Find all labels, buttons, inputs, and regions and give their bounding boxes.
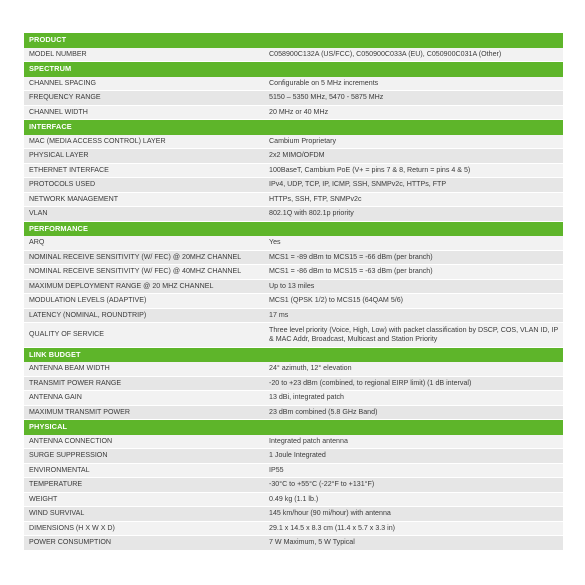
spec-row bbox=[24, 507, 563, 522]
spec-value bbox=[264, 135, 563, 149]
spec-row bbox=[24, 265, 563, 280]
spec-value bbox=[264, 323, 563, 347]
spec-row bbox=[24, 149, 563, 164]
spec-label-text: PHYSICAL LAYER bbox=[29, 151, 89, 160]
section-header-interface: INTERFACE bbox=[24, 120, 563, 135]
spec-value bbox=[264, 294, 563, 308]
spec-value bbox=[264, 164, 563, 178]
spec-label-text: VLAN bbox=[29, 209, 48, 218]
spec-value bbox=[264, 178, 563, 192]
spec-label bbox=[24, 478, 264, 492]
spec-label-text: ENVIRONMENTAL bbox=[29, 465, 90, 474]
spec-label-text: ETHERNET INTERFACE bbox=[29, 165, 109, 174]
spec-value-text: Yes bbox=[269, 238, 281, 247]
spec-sheet-table bbox=[24, 33, 563, 551]
spec-value bbox=[264, 406, 563, 420]
spec-label-text: QUALITY OF SERVICE bbox=[29, 330, 105, 339]
spec-label-text: ANTENNA BEAM WIDTH bbox=[29, 364, 110, 373]
spec-value-text: Up to 13 miles bbox=[269, 281, 315, 290]
spec-label-text: MAC (MEDIA ACCESS CONTROL) LAYER bbox=[29, 136, 166, 145]
spec-row bbox=[24, 323, 563, 348]
spec-value-text: 17 ms bbox=[269, 310, 289, 319]
spec-row bbox=[24, 91, 563, 106]
spec-label-text: NETWORK MANAGEMENT bbox=[29, 194, 119, 203]
spec-value-text: MCS1 = -86 dBm to MCS15 = -63 dBm (per branch) bbox=[269, 267, 433, 276]
spec-value-text: 23 dBm combined (5.8 GHz Band) bbox=[269, 407, 378, 416]
spec-value-text: 145 km/hour (90 mi/hour) with antenna bbox=[269, 509, 391, 518]
spec-row bbox=[24, 251, 563, 266]
spec-label bbox=[24, 106, 264, 120]
spec-value-text: MCS1 (QPSK 1/2) to MCS15 (64QAM 5/6) bbox=[269, 296, 404, 305]
spec-row bbox=[24, 449, 563, 464]
spec-value-text: Integrated patch antenna bbox=[269, 436, 348, 445]
spec-value-text: IP55 bbox=[269, 465, 284, 474]
spec-label-text: CHANNEL WIDTH bbox=[29, 107, 88, 116]
spec-label bbox=[24, 406, 264, 420]
spec-label-text: LATENCY (NOMINAL, ROUNDTRIP) bbox=[29, 310, 147, 319]
spec-row bbox=[24, 522, 563, 537]
spec-label bbox=[24, 149, 264, 163]
spec-label-text: POWER CONSUMPTION bbox=[29, 538, 111, 547]
spec-row bbox=[24, 377, 563, 392]
spec-label bbox=[24, 251, 264, 265]
spec-label-text: PROTOCOLS USED bbox=[29, 180, 96, 189]
spec-row bbox=[24, 193, 563, 208]
spec-value-text: 24° azimuth, 12° elevation bbox=[269, 364, 352, 373]
spec-label-text: ARQ bbox=[29, 238, 45, 247]
spec-value-text: 29.1 x 14.5 x 8.3 cm (11.4 x 5.7 x 3.3 in) bbox=[269, 523, 396, 532]
section-header-link-budget: LINK BUDGET bbox=[24, 348, 563, 363]
spec-value bbox=[264, 449, 563, 463]
spec-label-text: TEMPERATURE bbox=[29, 480, 83, 489]
spec-label bbox=[24, 507, 264, 521]
spec-label bbox=[24, 193, 264, 207]
spec-label bbox=[24, 464, 264, 478]
spec-value bbox=[264, 522, 563, 536]
spec-label bbox=[24, 377, 264, 391]
spec-value-text: 1 Joule Integrated bbox=[269, 451, 326, 460]
spec-value bbox=[264, 309, 563, 323]
spec-value bbox=[264, 251, 563, 265]
spec-row bbox=[24, 478, 563, 493]
spec-value bbox=[264, 207, 563, 221]
spec-label bbox=[24, 449, 264, 463]
section-header-product: PRODUCT bbox=[24, 33, 563, 48]
spec-label-text: DIMENSIONS (H X W X D) bbox=[29, 523, 115, 532]
spec-row bbox=[24, 536, 563, 551]
spec-value bbox=[264, 106, 563, 120]
spec-row bbox=[24, 207, 563, 222]
spec-label-text: TRANSMIT POWER RANGE bbox=[29, 378, 122, 387]
spec-label bbox=[24, 493, 264, 507]
spec-label bbox=[24, 77, 264, 91]
spec-label-text: WEIGHT bbox=[29, 494, 58, 503]
spec-value-text: Three level priority (Voice, High, Low) with packet classification by DSCP, COS, VLAN ID, IP & MAC Addr, Broadcast, Multicast and Station Priority bbox=[269, 325, 559, 343]
spec-value bbox=[264, 280, 563, 294]
spec-value bbox=[264, 77, 563, 91]
spec-label-text: MODEL NUMBER bbox=[29, 49, 87, 58]
spec-label bbox=[24, 280, 264, 294]
spec-row bbox=[24, 164, 563, 179]
spec-row bbox=[24, 294, 563, 309]
spec-label-text: SURGE SUPPRESSION bbox=[29, 451, 108, 460]
spec-value bbox=[264, 48, 563, 62]
spec-row bbox=[24, 435, 563, 450]
spec-label bbox=[24, 164, 264, 178]
spec-label-text: MODULATION LEVELS (ADAPTIVE) bbox=[29, 296, 147, 305]
spec-value-text: -20 to +23 dBm (combined, to regional EIRP limit) (1 dB interval) bbox=[269, 378, 472, 387]
spec-label bbox=[24, 435, 264, 449]
spec-value-text: 5150 – 5350 MHz, 5470 - 5875 MHz bbox=[269, 93, 384, 102]
spec-row bbox=[24, 362, 563, 377]
spec-label bbox=[24, 522, 264, 536]
section-header-physical: PHYSICAL bbox=[24, 420, 563, 435]
spec-value bbox=[264, 507, 563, 521]
spec-row bbox=[24, 135, 563, 150]
spec-row bbox=[24, 48, 563, 63]
spec-row bbox=[24, 178, 563, 193]
spec-row bbox=[24, 280, 563, 295]
spec-label bbox=[24, 362, 264, 376]
spec-value bbox=[264, 91, 563, 105]
spec-label bbox=[24, 207, 264, 221]
spec-label-text: MAXIMUM TRANSMIT POWER bbox=[29, 407, 131, 416]
spec-value bbox=[264, 265, 563, 279]
spec-label bbox=[24, 323, 264, 347]
spec-row bbox=[24, 464, 563, 479]
spec-value bbox=[264, 478, 563, 492]
section-header-performance: PERFORMANCE bbox=[24, 222, 563, 237]
spec-label-text: MAXIMUM DEPLOYMENT RANGE @ 20 MHZ CHANNEL bbox=[29, 281, 214, 290]
spec-value-text: Configurable on 5 MHz increments bbox=[269, 78, 379, 87]
spec-value bbox=[264, 391, 563, 405]
section-header-spectrum: SPECTRUM bbox=[24, 62, 563, 77]
spec-value-text: 100BaseT, Cambium PoE (V+ = pins 7 & 8, Return = pins 4 & 5) bbox=[269, 165, 471, 174]
spec-label bbox=[24, 135, 264, 149]
spec-row bbox=[24, 106, 563, 121]
spec-value-text: IPv4, UDP, TCP, IP, ICMP, SSH, SNMPv2c, HTTPs, FTP bbox=[269, 180, 447, 189]
spec-label-text: CHANNEL SPACING bbox=[29, 78, 97, 87]
spec-value bbox=[264, 377, 563, 391]
spec-value-text: MCS1 = -89 dBm to MCS15 = -66 dBm (per branch) bbox=[269, 252, 433, 261]
spec-label bbox=[24, 236, 264, 250]
spec-value-text: 7 W Maximum, 5 W Typical bbox=[269, 538, 355, 547]
spec-value bbox=[264, 435, 563, 449]
spec-label bbox=[24, 391, 264, 405]
spec-value-text: 13 dBi, integrated patch bbox=[269, 393, 344, 402]
spec-value-text: 802.1Q with 802.1p priority bbox=[269, 209, 354, 218]
spec-label bbox=[24, 294, 264, 308]
spec-row bbox=[24, 493, 563, 508]
spec-label bbox=[24, 91, 264, 105]
spec-value-text: Cambium Proprietary bbox=[269, 136, 337, 145]
spec-value-text: 0.49 kg (1.1 lb.) bbox=[269, 494, 319, 503]
spec-label bbox=[24, 265, 264, 279]
spec-value-text: C058900C132A (US/FCC), C050900C033A (EU), C050900C031A (Other) bbox=[269, 49, 502, 58]
spec-value-text: HTTPs, SSH, FTP, SNMPv2c bbox=[269, 194, 362, 203]
spec-value-text: 2x2 MIMO/OFDM bbox=[269, 151, 325, 160]
spec-value bbox=[264, 149, 563, 163]
spec-value bbox=[264, 362, 563, 376]
spec-row bbox=[24, 77, 563, 92]
spec-row bbox=[24, 309, 563, 324]
spec-value bbox=[264, 464, 563, 478]
spec-label bbox=[24, 309, 264, 323]
spec-label-text: ANTENNA GAIN bbox=[29, 393, 82, 402]
spec-value bbox=[264, 193, 563, 207]
spec-value bbox=[264, 536, 563, 550]
spec-row bbox=[24, 391, 563, 406]
spec-label-text: WIND SURVIVAL bbox=[29, 509, 85, 518]
spec-row bbox=[24, 236, 563, 251]
spec-label-text: NOMINAL RECEIVE SENSITIVITY (W/ FEC) @ 20MHZ CHANNEL bbox=[29, 252, 242, 261]
spec-label bbox=[24, 178, 264, 192]
spec-value-text: 20 MHz or 40 MHz bbox=[269, 107, 329, 116]
spec-row bbox=[24, 406, 563, 421]
spec-value bbox=[264, 236, 563, 250]
spec-label-text: FREQUENCY RANGE bbox=[29, 93, 101, 102]
spec-label bbox=[24, 48, 264, 62]
spec-label-text: ANTENNA CONNECTION bbox=[29, 436, 113, 445]
spec-label bbox=[24, 536, 264, 550]
spec-value bbox=[264, 493, 563, 507]
spec-label-text: NOMINAL RECEIVE SENSITIVITY (W/ FEC) @ 40MHZ CHANNEL bbox=[29, 267, 242, 276]
spec-value-text: -30°C to +55°C (-22°F to +131°F) bbox=[269, 480, 375, 489]
